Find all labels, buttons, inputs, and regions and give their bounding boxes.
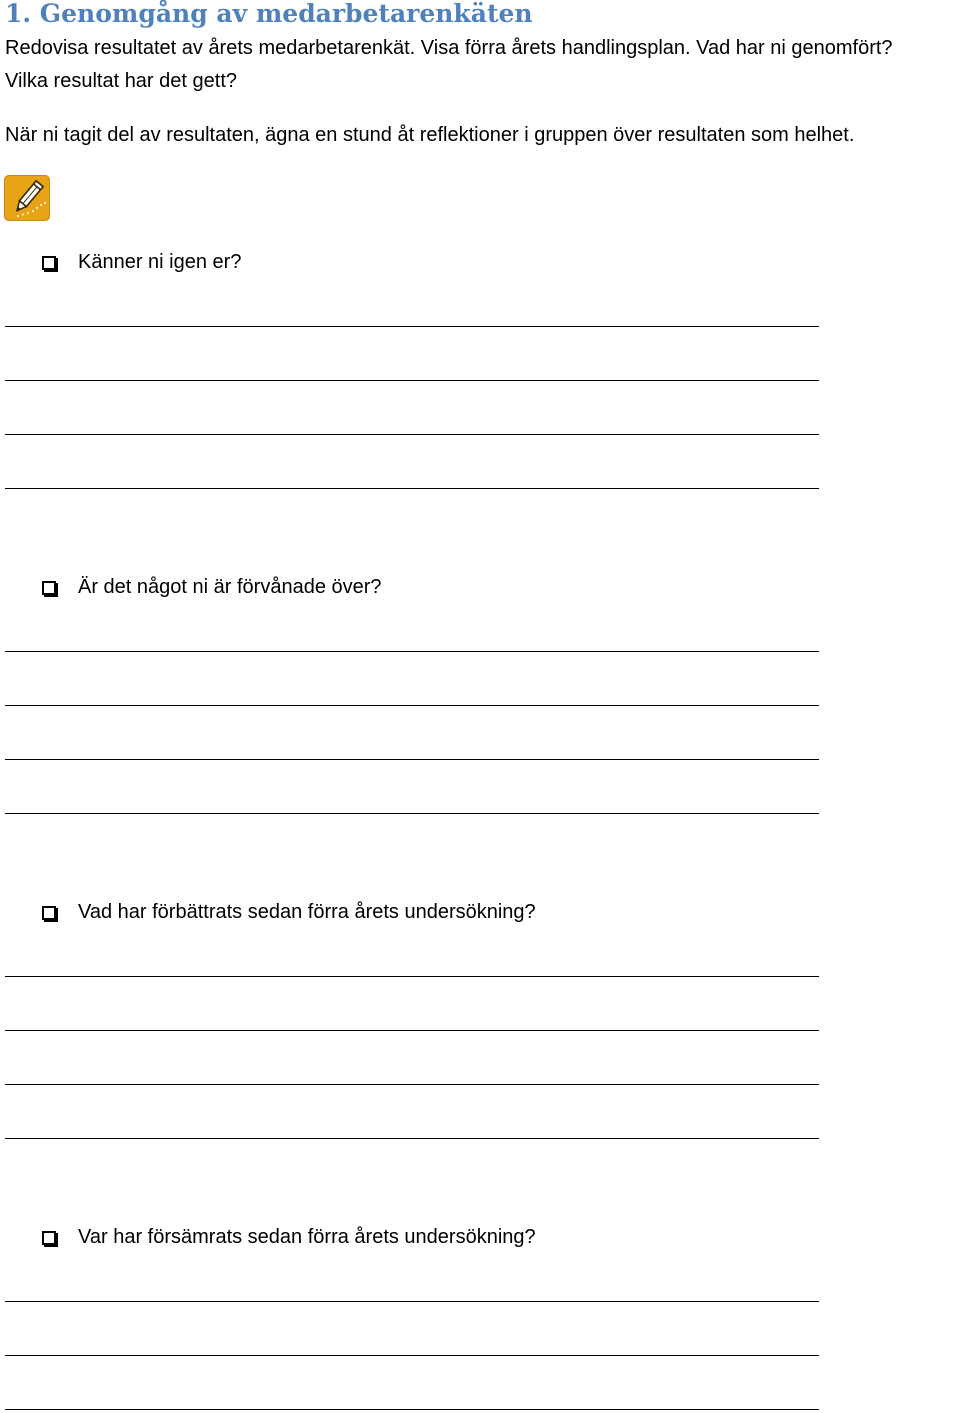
question-item <box>42 898 536 926</box>
checkbox[interactable] <box>42 581 56 595</box>
answer-line[interactable] <box>5 326 819 327</box>
intro-line: Redovisa resultatet av årets medarbetarenkät. Visa förra årets handlingsplan. Vad har ni genomfört? <box>5 37 893 59</box>
intro-paragraph <box>5 32 893 98</box>
answer-line[interactable] <box>5 705 819 706</box>
intro-line: Vilka resultat har det gett? <box>5 70 237 92</box>
question-item <box>42 1223 536 1251</box>
answer-line[interactable] <box>5 1030 819 1031</box>
question-item <box>42 573 382 601</box>
page-title: 1. Genomgång av medarbetarenkäten <box>5 0 533 28</box>
question-label: Är det något ni är förvånade över? <box>78 576 382 598</box>
answer-line[interactable] <box>5 813 819 814</box>
checkbox[interactable] <box>42 1231 56 1245</box>
answer-line[interactable] <box>5 1355 819 1356</box>
question-label: Var har försämrats sedan förra årets undersökning? <box>78 1226 536 1248</box>
question-label: Vad har förbättrats sedan förra årets undersökning? <box>78 901 536 923</box>
checkbox[interactable] <box>42 256 56 270</box>
answer-line[interactable] <box>5 380 819 381</box>
answer-line[interactable] <box>5 976 819 977</box>
checkbox[interactable] <box>42 906 56 920</box>
answer-line[interactable] <box>5 1138 819 1139</box>
answer-line[interactable] <box>5 1301 819 1302</box>
answer-line[interactable] <box>5 759 819 760</box>
reflection-paragraph: När ni tagit del av resultaten, ägna en stund åt reflektioner i gruppen över resultaten som helhet. <box>5 124 855 146</box>
pencil-icon <box>4 175 50 221</box>
answer-line[interactable] <box>5 488 819 489</box>
question-label: Känner ni igen er? <box>78 251 242 273</box>
answer-line[interactable] <box>5 1084 819 1085</box>
question-item <box>42 248 241 276</box>
pencil-icon-graphic <box>4 175 50 221</box>
answer-line[interactable] <box>5 651 819 652</box>
answer-line[interactable] <box>5 1409 819 1410</box>
answer-line[interactable] <box>5 434 819 435</box>
